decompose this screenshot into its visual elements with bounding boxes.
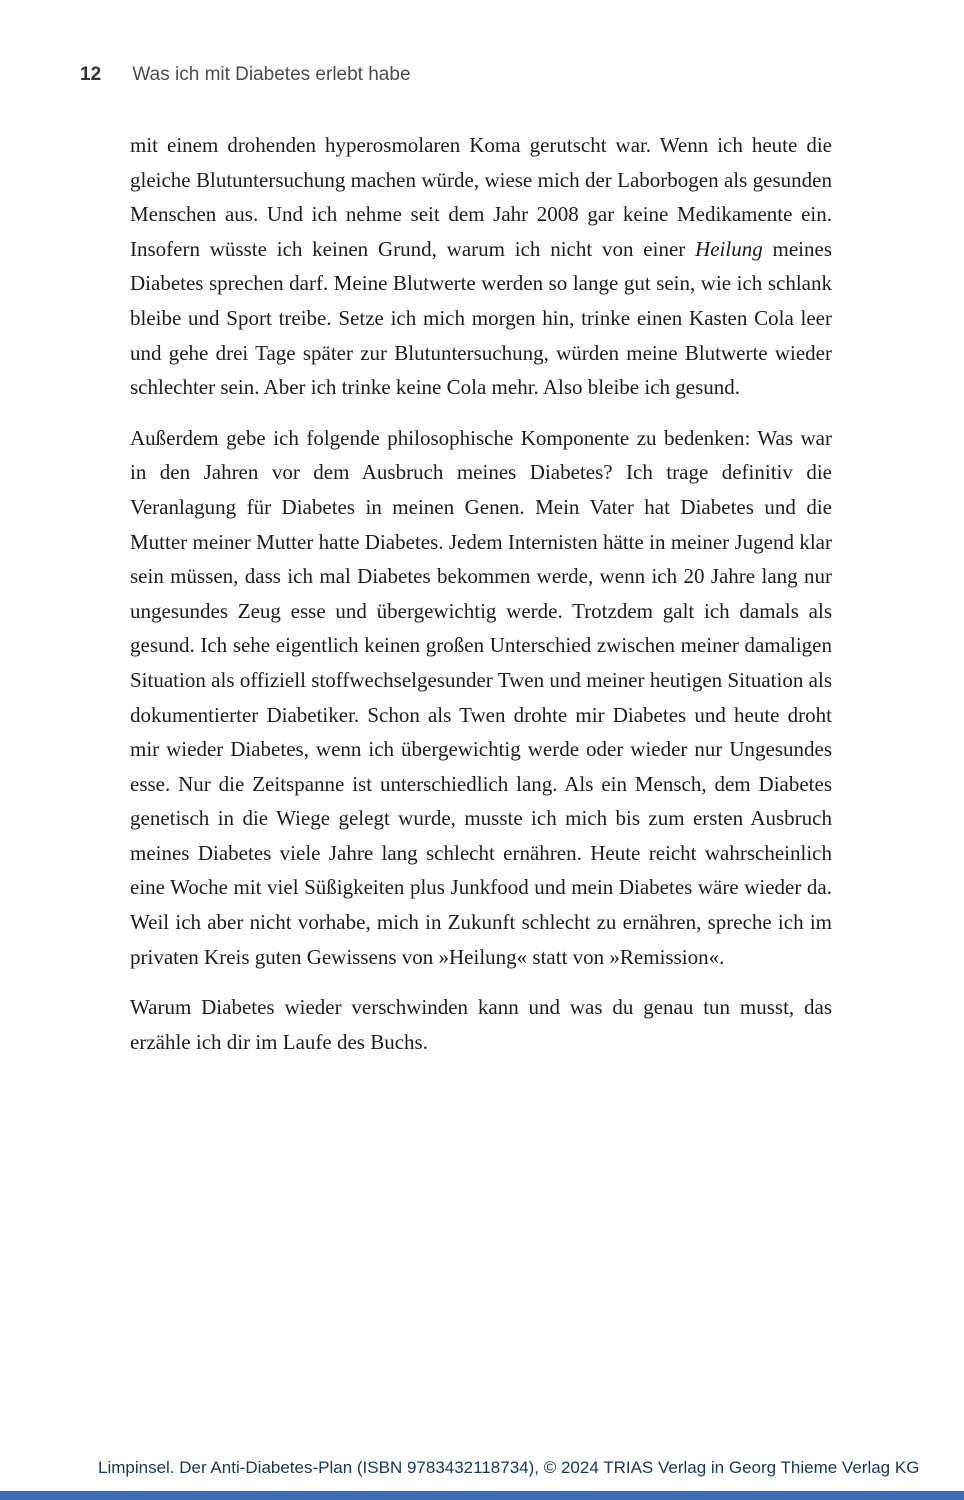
- paragraph-1-segment-2: meines Diabetes sprechen darf. Meine Blutwerte werden so lange gut sein, wie ich schlank bleibe und Sport treibe. Setze ich mich morgen hin, trinke einen Kasten Cola leer und gehe drei Tage später zur Blutuntersuchung, würden meine Blutwerte wieder schlechter sein. Aber ich trinke keine Cola mehr. Also bleibe ich gesund.: [130, 236, 832, 400]
- paragraph-3: Warum Diabetes wieder verschwinden kann und was du genau tun musst, das erzähle ich dir im Laufe des Buchs.: [130, 995, 832, 1054]
- page-header: [80, 64, 411, 86]
- footer-accent-bar: [0, 1491, 964, 1500]
- paragraph-1-italic-word: Heilung: [695, 236, 763, 261]
- page-number: 12: [80, 64, 102, 85]
- paragraph-1-segment-1: mit einem drohenden hyperosmolaren Koma gerutscht war. Wenn ich heute die gleiche Blutuntersuchung machen würde, wiese mich der Laborbogen als gesunden Menschen aus. Und ich nehme seit dem Jahr 2008 gar keine Medikamente ein. Insofern wüsste ich keinen Grund, warum ich nicht von einer: [130, 133, 832, 261]
- paragraph-1: [130, 128, 832, 405]
- paragraph-2: Außerdem gebe ich folgende philosophische Komponente zu bedenken: Was war in den Jahren vor dem Ausbruch meines Diabetes? Ich trage definitiv die Veranlagung für Diabetes in meinen Genen. Mein Vater hat Diabetes und die Mutter meiner Mutter hatte Diabetes. Jedem Internisten hätte in meiner Jugend klar sein müssen, dass ich mal Diabetes bekommen werde, wenn ich 20 Jahre lang nur ungesundes Zeug esse und übergewichtig werde. Trotzdem galt ich damals als gesund. Ich sehe eigentlich keinen großen Unterschied zwischen meiner damaligen Situation als offiziell stoffwechselgesunder Twen und meiner heutigen Situation als dokumentierter Diabetiker. Schon als Twen drohte mir Diabetes und heute droht mir wieder Diabetes, wenn ich übergewichtig werde oder wieder nur Ungesundes esse. Nur die Zeitspanne ist unterschiedlich lang. Als ein Mensch, dem Diabetes genetisch in die Wiege gelegt wurde, musste ich mich bis zum ersten Ausbruch meines Diabetes viele Jahre lang schlecht ernähren. Heute reicht wahrscheinlich eine Woche mit viel Süßigkeiten plus Junkfood und mein Diabetes wäre wieder da. Weil ich aber nicht vorhabe, mich in Zukunft schlecht zu ernähren, spreche ich im privaten Kreis guten Gewissens von »Heilung« statt von »Remission«.: [130, 425, 832, 969]
- copyright-line: [98, 1458, 919, 1478]
- copyright-text: Limpinsel. Der Anti-Diabetes-Plan (ISBN 9783432118734), © 2024 TRIAS Verlag in Georg Thieme Verlag KG: [98, 1458, 920, 1477]
- running-head: Was ich mit Diabetes erlebt habe: [132, 64, 411, 85]
- body-text-block: [130, 128, 832, 1075]
